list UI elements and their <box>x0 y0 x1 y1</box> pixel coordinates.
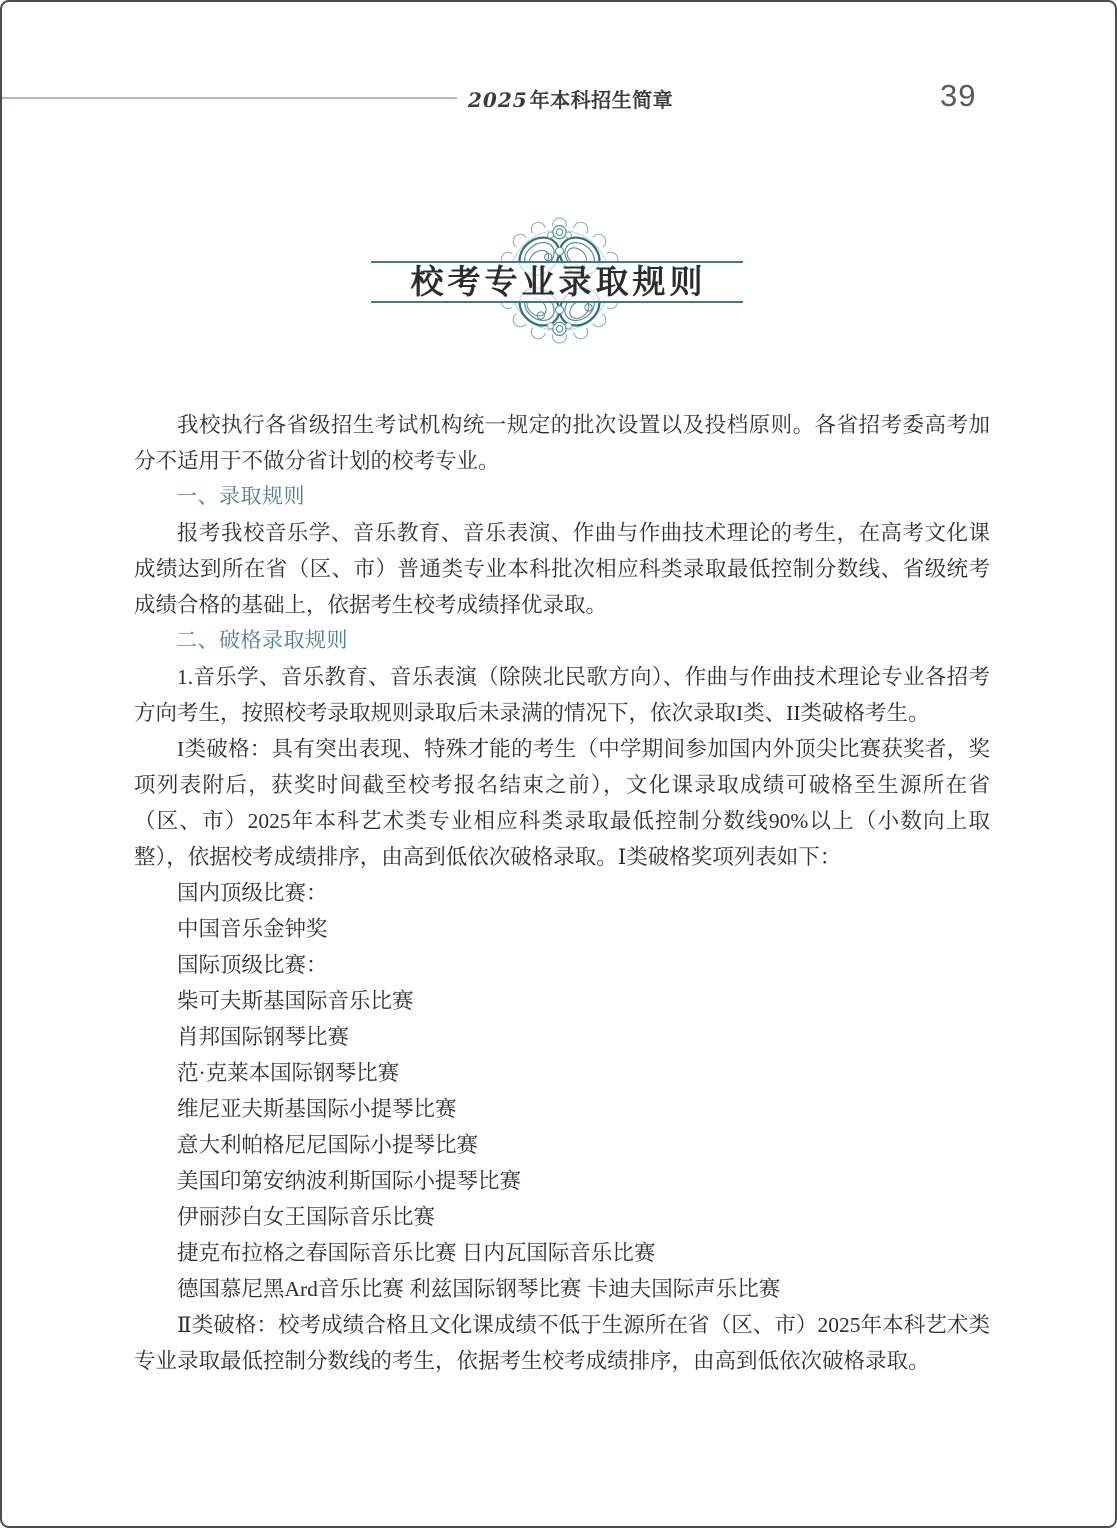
section2-item1-paragraph: 1.音乐学、音乐教育、音乐表演（除陕北民歌方向）、作曲与作曲技术理论专业各招考方向考生，按照校考录取规则录取后未录满的情况下，依次录取I类、II类破格考生。 <box>134 665 990 725</box>
award-list-item: 柴可夫斯基国际音乐比赛 <box>177 989 414 1013</box>
type2-exception-paragraph: Ⅱ类破格：校考成绩合格且文化课成绩不低于生源所在省（区、市）2025年本科艺术类专业录取最低控制分数线的考生，依据考生校考成绩排序，由高到低依次破格录取。 <box>134 1313 990 1373</box>
page-number: 39 <box>940 78 977 113</box>
section-heading-1: 一、录取规则 <box>176 485 305 508</box>
document-body <box>134 407 990 1379</box>
award-list <box>134 875 990 1307</box>
award-list-item: 伊丽莎白女王国际音乐比赛 <box>177 1205 436 1229</box>
banner-rule-bottom <box>371 301 743 303</box>
award-list-item: 国际顶级比赛： <box>177 953 328 977</box>
award-list-item: 美国印第安纳波利斯国际小提琴比赛 <box>177 1169 522 1193</box>
header-title-text: 年本科招生简章 <box>529 90 674 112</box>
section-heading-2: 二、破格录取规则 <box>176 629 348 652</box>
award-list-item: 国内顶级比赛： <box>177 881 328 905</box>
section1-paragraph: 报考我校音乐学、音乐教育、音乐表演、作曲与作曲技术理论的考生，在高考文化课成绩达到所在省（区、市）普通类专业本科批次相应科类录取最低控制分数线、省级统考成绩合格的基础上，依据考生校考成绩择优录取。 <box>134 521 990 617</box>
banner-title: 校考专业录取规则 <box>410 262 707 301</box>
header-year: 2025 <box>468 88 528 112</box>
award-list-item: 中国音乐金钟奖 <box>177 917 328 941</box>
award-list-item: 捷克布拉格之春国际音乐比赛 日内瓦国际音乐比赛 <box>177 1241 656 1265</box>
award-list-item: 意大利帕格尼尼国际小提琴比赛 <box>177 1133 479 1157</box>
award-list-item: 肖邦国际钢琴比赛 <box>177 1025 350 1049</box>
award-list-item: 德国慕尼黑Ard音乐比赛 利兹国际钢琴比赛 卡迪夫国际声乐比赛 <box>177 1277 781 1301</box>
page-header-title <box>468 84 673 113</box>
award-list-item: 范·克莱本国际钢琴比赛 <box>177 1061 400 1085</box>
award-list-item: 维尼亚夫斯基国际小提琴比赛 <box>177 1097 457 1121</box>
header-divider-line <box>2 97 457 99</box>
type1-exception-paragraph: I类破格：具有突出表现、特殊才能的考生（中学期间参加国内外顶尖比赛获奖者，奖项列表附后，获奖时间截至校考报名结束之前），文化课录取成绩可破格至生源所在省（区、市）2025年本科艺术类专业相应科类录取最低控制分数线90%以上（小数向上取整），依据校考成绩排序，由高到低依次破格录取。Ⅰ类破格奖项列表如下： <box>134 737 990 869</box>
intro-paragraph: 我校执行各省级招生考试机构统一规定的批次设置以及投档原则。各省招考委高考加分不适用于不做分省计划的校考专业。 <box>134 413 990 473</box>
